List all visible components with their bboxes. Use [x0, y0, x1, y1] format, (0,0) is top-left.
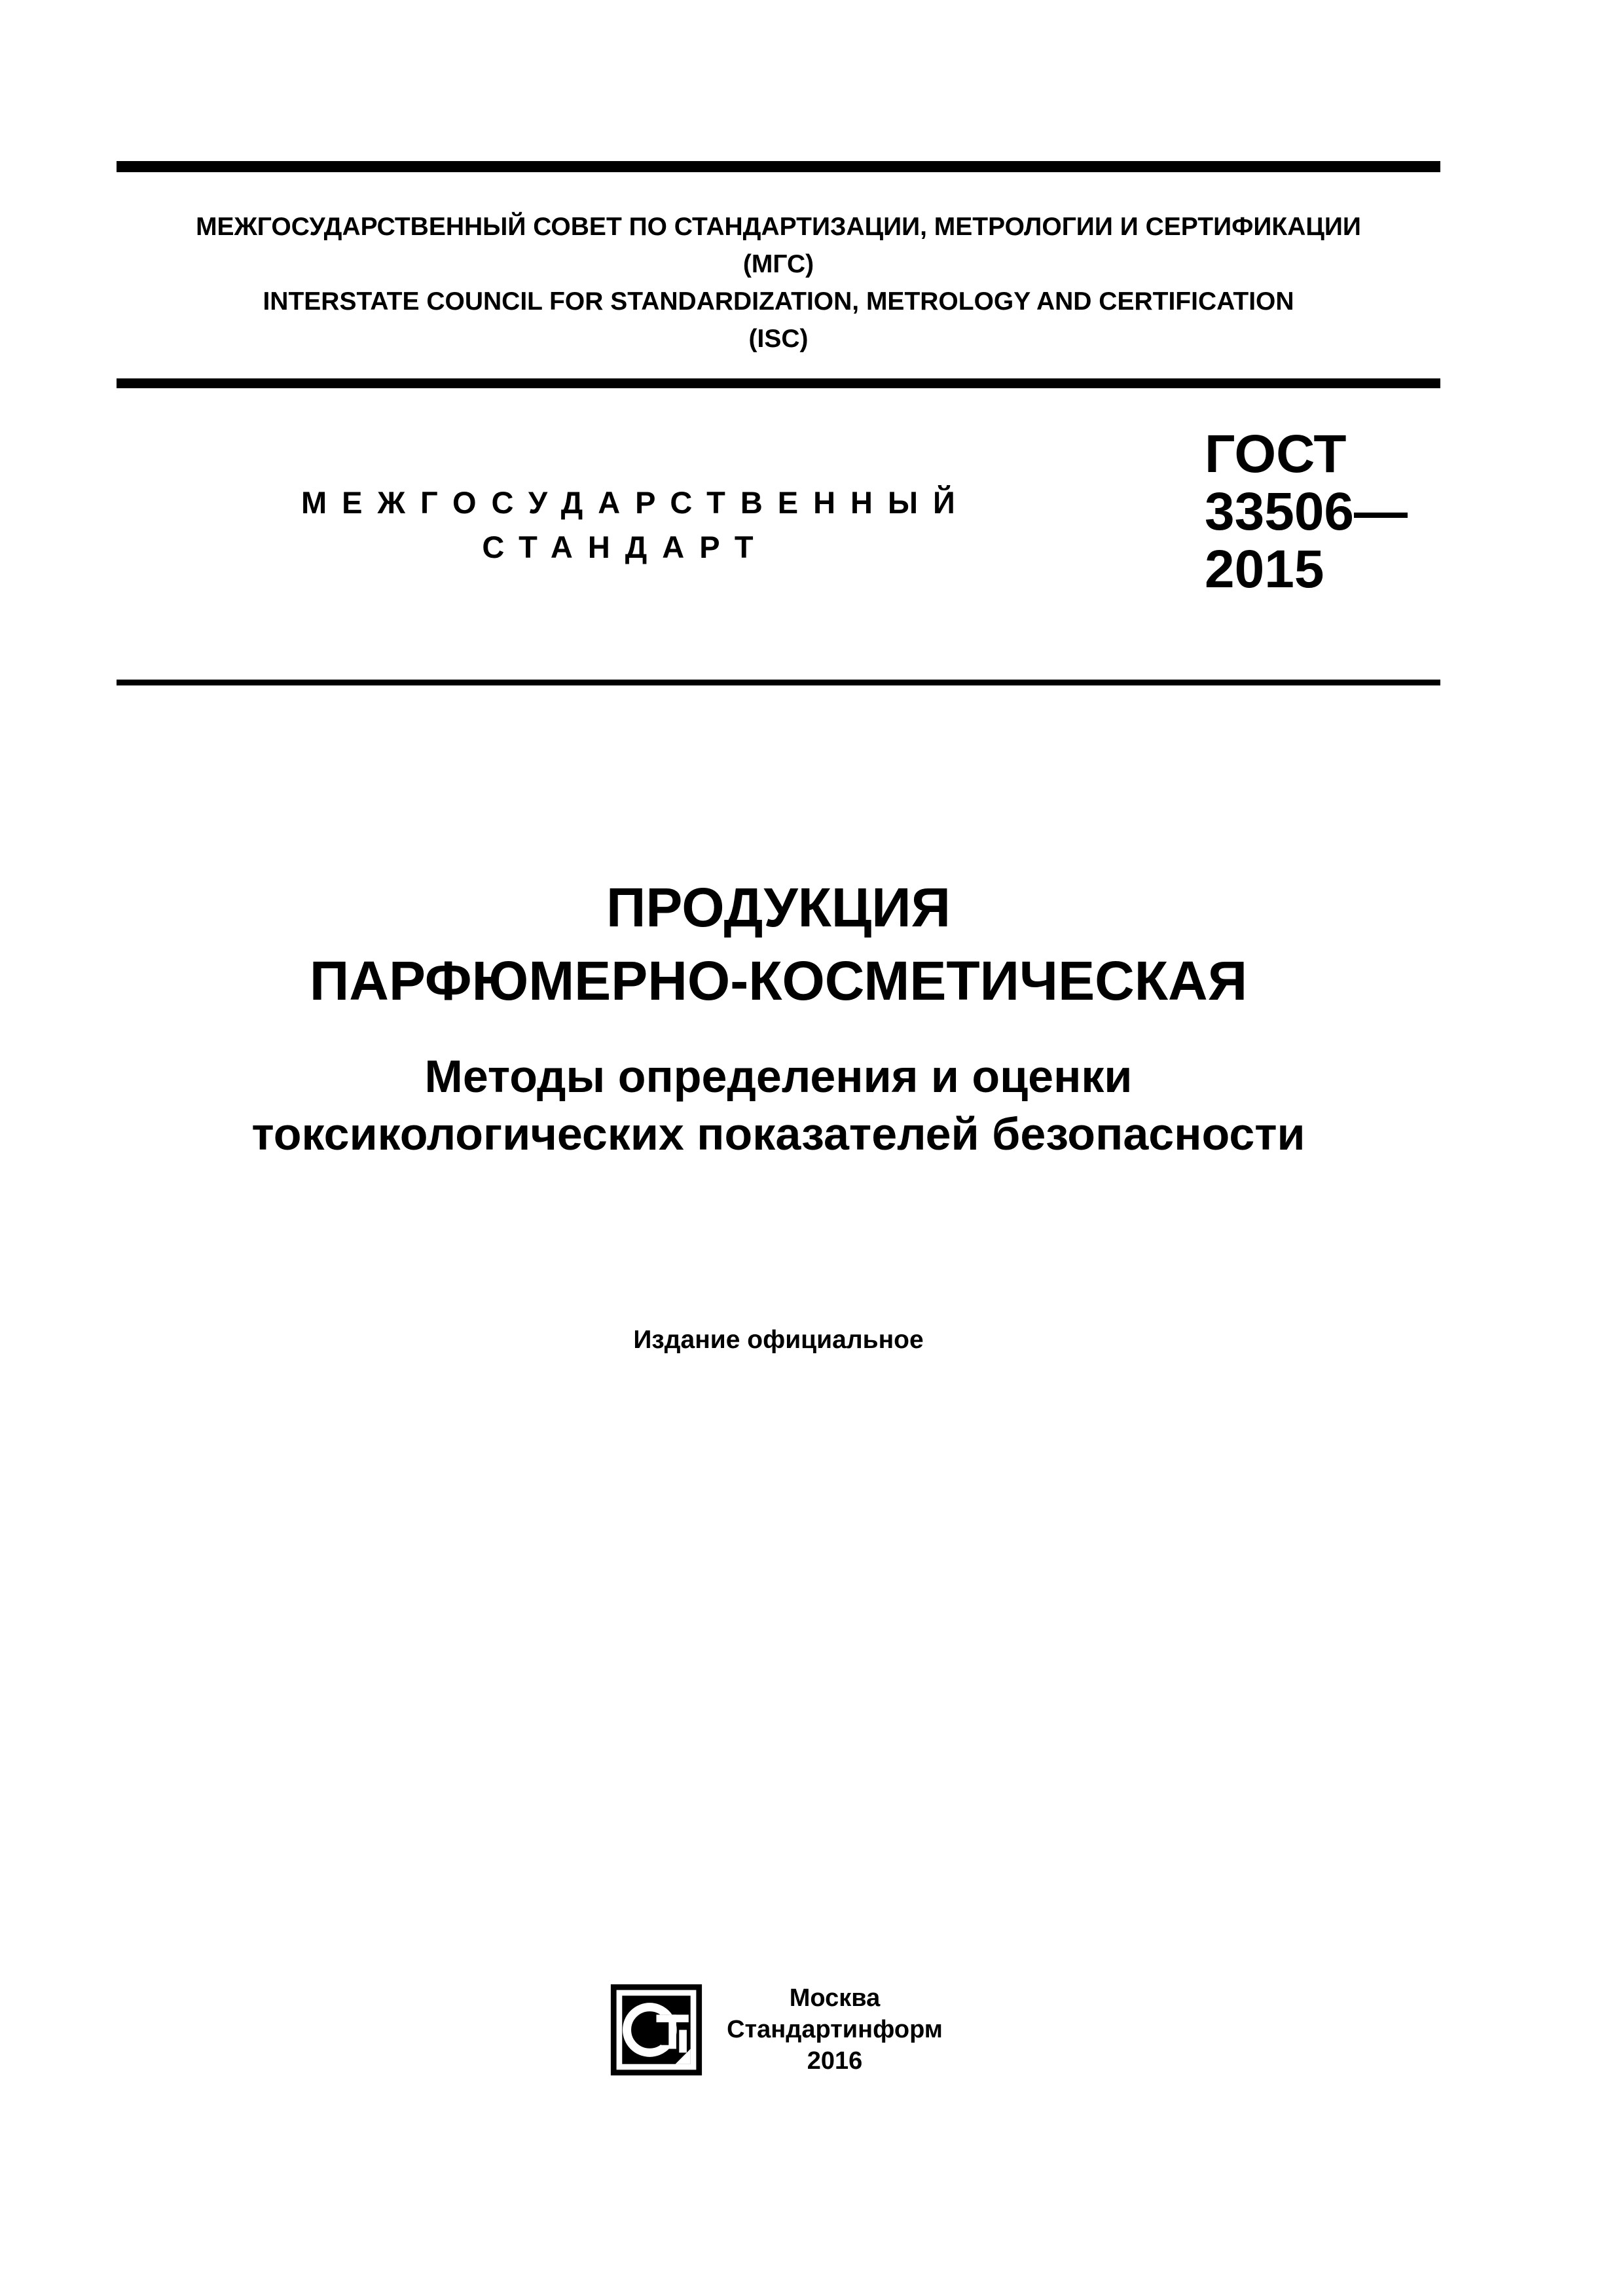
publisher-name: Стандартинформ: [727, 2016, 943, 2043]
standard-year: 2015: [1205, 539, 1324, 599]
document-subtitle: [117, 1048, 1440, 1163]
standard-kind: [301, 481, 970, 570]
top-rule: [117, 161, 1440, 172]
designation-rule: [117, 680, 1440, 685]
publisher-block: [727, 1982, 943, 2077]
council-name-ru: МЕЖГОСУДАРСТВЕННЫЙ СОВЕТ ПО СТАНДАРТИЗАЦИИ, МЕТРОЛОГИИ И СЕРТИФИКАЦИИ: [196, 213, 1361, 241]
publisher-year: 2016: [807, 2047, 863, 2075]
edition-label: Издание официальное: [633, 1326, 924, 1354]
subtitle-line1: Методы определения и оценки: [424, 1051, 1133, 1102]
header-rule: [117, 378, 1440, 388]
standard-prefix: ГОСТ: [1205, 424, 1347, 484]
subtitle-line2: токсикологических показателей безопасности: [251, 1108, 1305, 1159]
council-name-en: INTERSTATE COUNCIL FOR STANDARDIZATION, METROLOGY AND CERTIFICATION: [263, 287, 1294, 316]
standard-kind-line1: МЕЖГОСУДАРСТВЕННЫЙ: [301, 485, 970, 520]
document-title: [117, 871, 1440, 1017]
council-header: [117, 208, 1440, 357]
standard-designation: [1205, 426, 1408, 598]
title-line2: ПАРФЮМЕРНО-КОСМЕТИЧЕСКАЯ: [309, 950, 1248, 1011]
standard-number: 33506—: [1205, 482, 1408, 541]
standartinform-logo-icon: [609, 1982, 704, 2077]
publisher-city: Москва: [789, 1984, 881, 2012]
council-abbr-en: (ISC): [748, 325, 809, 353]
standard-kind-line2: СТАНДАРТ: [482, 530, 769, 564]
title-line1: ПРОДУКЦИЯ: [606, 877, 951, 938]
council-abbr-ru: (МГС): [742, 250, 814, 278]
